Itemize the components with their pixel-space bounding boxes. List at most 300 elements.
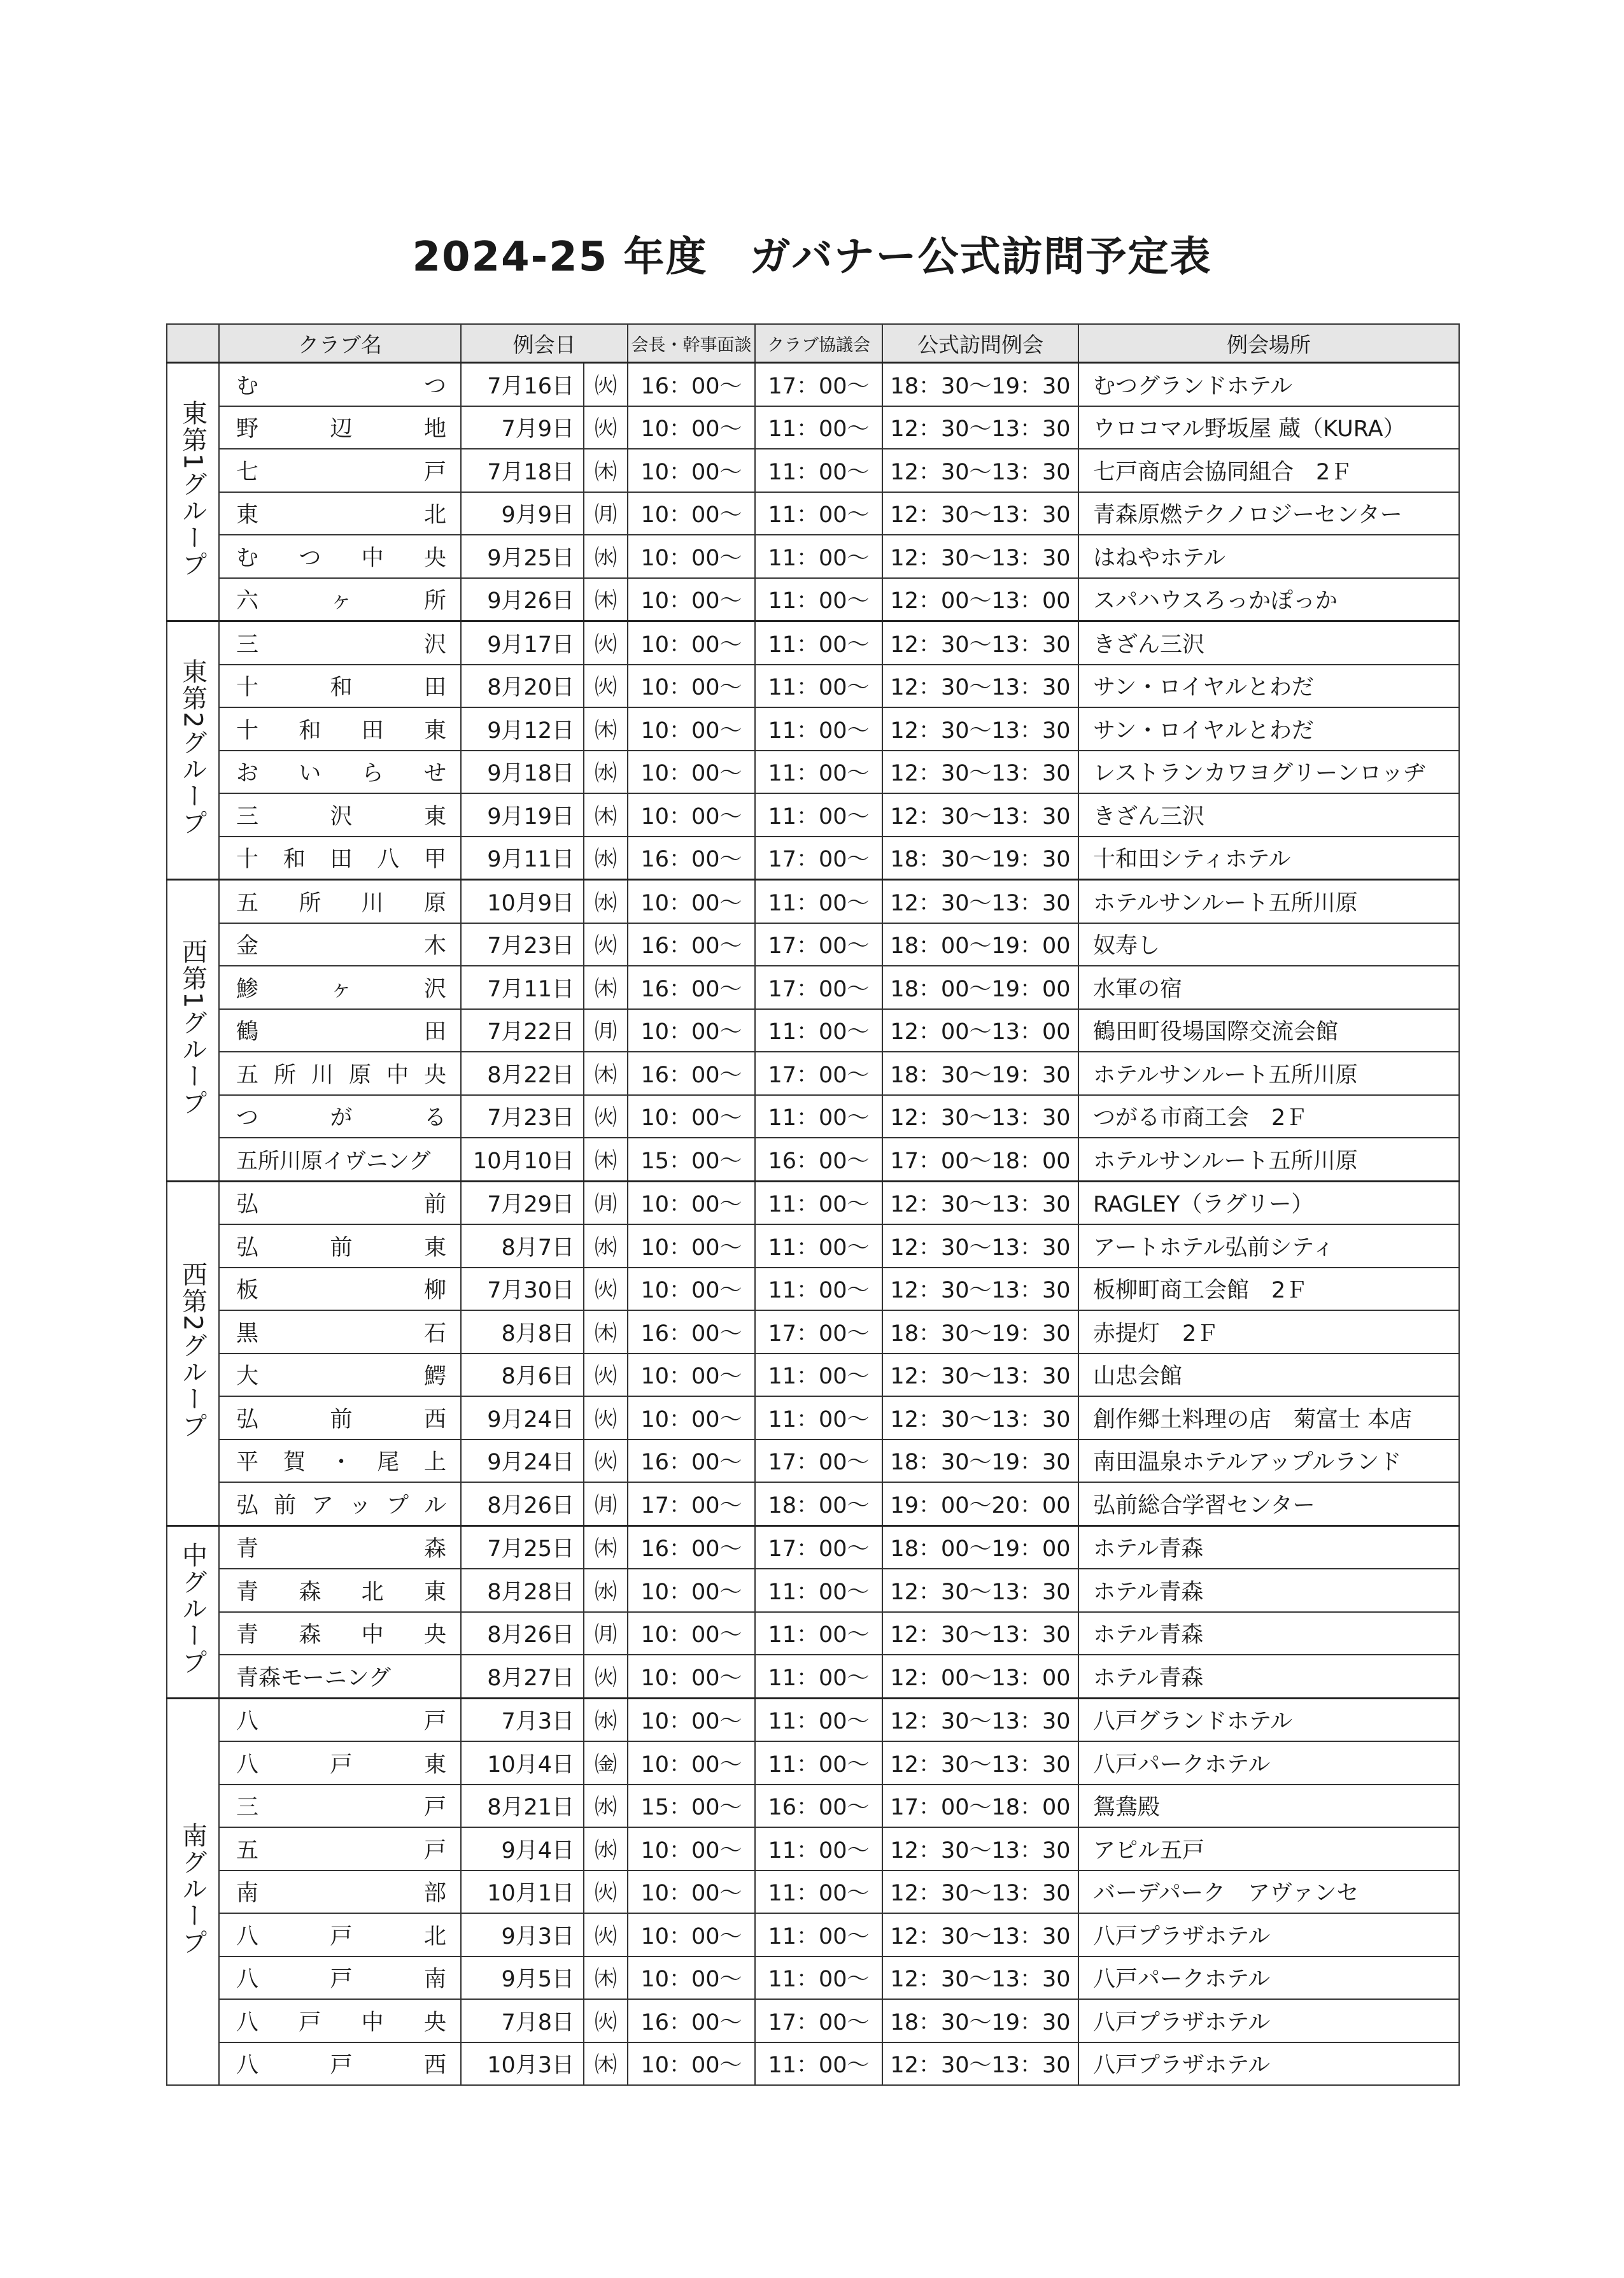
table-row <box>167 1785 1459 1828</box>
table-row <box>167 1612 1459 1655</box>
president-meeting-time: 10：00～ <box>628 535 755 578</box>
table-row <box>167 1956 1459 2000</box>
venue-name: ホテル青森 <box>1078 1612 1459 1655</box>
official-visit-time: 12：30～13：30 <box>882 1569 1078 1612</box>
club-council-time: 11：00～ <box>755 1224 882 1268</box>
club-council-time: 11：00～ <box>755 449 882 492</box>
group-label <box>167 1525 219 1698</box>
table-row <box>167 1396 1459 1440</box>
club-name: 青 森 <box>236 1536 446 1562</box>
club-name: 三 戸 <box>236 1795 446 1821</box>
meeting-date: 9月3日 <box>461 1913 584 1956</box>
table-row <box>167 1354 1459 1397</box>
day-of-week: ㈭ <box>584 1138 628 1181</box>
club-council-time: 11：00～ <box>755 492 882 535</box>
club-name: 南 部 <box>236 1881 446 1907</box>
venue-name: ホテル青森 <box>1078 1655 1459 1698</box>
official-visit-time: 12：30～13：30 <box>882 1181 1078 1224</box>
club-name: 平 賀 ・ 尾 上 <box>236 1450 446 1476</box>
venue-name: きざん三沢 <box>1078 793 1459 837</box>
official-visit-time: 12：30～13：30 <box>882 880 1078 923</box>
venue-name: 八戸パークホテル <box>1078 1956 1459 2000</box>
club-cell <box>219 578 461 621</box>
meeting-date: 7月22日 <box>461 1009 584 1052</box>
day-of-week: ㈬ <box>584 751 628 794</box>
club-name: 十 和 田 <box>236 675 446 701</box>
schedule-table <box>166 323 1460 2086</box>
club-cell <box>219 1698 461 1741</box>
day-of-week: ㈭ <box>584 578 628 621</box>
day-of-week: ㈮ <box>584 1741 628 1785</box>
official-visit-time: 18：30～19：30 <box>882 1440 1078 1483</box>
club-name: 弘 前 西 <box>236 1406 446 1433</box>
day-of-week: ㈭ <box>584 707 628 751</box>
table-row <box>167 793 1459 837</box>
club-cell <box>219 535 461 578</box>
day-of-week: ㈫ <box>584 1095 628 1138</box>
club-name: つ が る <box>236 1105 446 1131</box>
club-council-time: 11：00～ <box>755 1569 882 1612</box>
president-meeting-time: 16：00～ <box>628 1525 755 1569</box>
meeting-date: 8月7日 <box>461 1224 584 1268</box>
club-name: 八 戸 中 央 <box>236 2009 446 2035</box>
club-council-time: 11：00～ <box>755 1181 882 1224</box>
president-meeting-time: 10：00～ <box>628 1827 755 1871</box>
president-meeting-time: 10：00～ <box>628 621 755 665</box>
day-of-week: ㈪ <box>584 1482 628 1525</box>
president-meeting-time: 16：00～ <box>628 837 755 880</box>
meeting-date: 7月30日 <box>461 1268 584 1311</box>
table-row <box>167 707 1459 751</box>
club-council-time: 11：00～ <box>755 1698 882 1741</box>
table-row <box>167 1095 1459 1138</box>
venue-name: アピル五戸 <box>1078 1827 1459 1871</box>
venue-name: バーデパーク アヴァンセ <box>1078 1871 1459 1914</box>
day-of-week: ㈭ <box>584 1956 628 2000</box>
official-visit-time: 12：30～13：30 <box>882 621 1078 665</box>
venue-name: ホテルサンルート五所川原 <box>1078 1138 1459 1181</box>
venue-name: サン・ロイヤルとわだ <box>1078 665 1459 708</box>
day-of-week: ㈬ <box>584 1698 628 1741</box>
day-of-week: ㈭ <box>584 793 628 837</box>
group-name: 中グループ <box>178 1542 208 1676</box>
club-cell <box>219 1569 461 1612</box>
president-meeting-time: 10：00～ <box>628 707 755 751</box>
table-row <box>167 1827 1459 1871</box>
club-cell <box>219 1354 461 1397</box>
club-council-time: 11：00～ <box>755 1913 882 1956</box>
club-council-time: 16：00～ <box>755 1138 882 1181</box>
club-council-time: 11：00～ <box>755 535 882 578</box>
club-name: 青 森 中 央 <box>236 1622 446 1648</box>
meeting-date: 8月20日 <box>461 665 584 708</box>
table-row <box>167 1741 1459 1785</box>
venue-name: 八戸パークホテル <box>1078 1741 1459 1785</box>
club-cell <box>219 1138 461 1181</box>
president-meeting-time: 10：00～ <box>628 1956 755 2000</box>
club-council-time: 11：00～ <box>755 1095 882 1138</box>
official-visit-time: 18：00～19：00 <box>882 966 1078 1009</box>
table-row <box>167 1482 1459 1525</box>
club-name: 三 沢 東 <box>236 803 446 830</box>
table-row <box>167 406 1459 449</box>
meeting-date: 9月18日 <box>461 751 584 794</box>
day-of-week: ㈫ <box>584 363 628 406</box>
club-council-time: 11：00～ <box>755 621 882 665</box>
venue-name: スパハウスろっかぽっか <box>1078 578 1459 621</box>
official-visit-time: 12：30～13：30 <box>882 1268 1078 1311</box>
official-visit-time: 17：00～18：00 <box>882 1785 1078 1828</box>
club-cell <box>219 1181 461 1224</box>
day-of-week: ㈫ <box>584 665 628 708</box>
club-council-time: 11：00～ <box>755 1956 882 2000</box>
club-cell <box>219 665 461 708</box>
group-name: 東第2グループ <box>178 658 208 837</box>
club-cell <box>219 1913 461 1956</box>
meeting-date: 9月9日 <box>461 492 584 535</box>
venue-name: RAGLEY（ラグリー） <box>1078 1181 1459 1224</box>
official-visit-time: 12：30～13：30 <box>882 1741 1078 1785</box>
day-of-week: ㈫ <box>584 621 628 665</box>
club-cell <box>219 1052 461 1095</box>
meeting-date: 7月9日 <box>461 406 584 449</box>
venue-name: アートホテル弘前シティ <box>1078 1224 1459 1268</box>
president-meeting-time: 16：00～ <box>628 1440 755 1483</box>
club-cell <box>219 1482 461 1525</box>
club-name: 東 北 <box>236 502 446 528</box>
official-visit-time: 12：30～13：30 <box>882 406 1078 449</box>
meeting-date: 9月24日 <box>461 1396 584 1440</box>
day-of-week: ㈭ <box>584 449 628 492</box>
club-cell <box>219 923 461 966</box>
president-meeting-time: 10：00～ <box>628 793 755 837</box>
president-meeting-time: 16：00～ <box>628 1310 755 1354</box>
president-meeting-time: 10：00～ <box>628 449 755 492</box>
day-of-week: ㈭ <box>584 1310 628 1354</box>
official-visit-time: 18：30～19：30 <box>882 1999 1078 2042</box>
venue-name: はねやホテル <box>1078 535 1459 578</box>
president-meeting-time: 10：00～ <box>628 1569 755 1612</box>
official-visit-time: 12：30～13：30 <box>882 1354 1078 1397</box>
president-meeting-time: 16：00～ <box>628 966 755 1009</box>
club-cell <box>219 1956 461 2000</box>
president-meeting-time: 10：00～ <box>628 492 755 535</box>
meeting-date: 8月6日 <box>461 1354 584 1397</box>
day-of-week: ㈬ <box>584 1569 628 1612</box>
venue-name: 弘前総合学習センター <box>1078 1482 1459 1525</box>
table-row <box>167 449 1459 492</box>
club-cell <box>219 449 461 492</box>
club-name: 弘 前 <box>236 1192 446 1218</box>
venue-name: 青森原燃テクノロジーセンター <box>1078 492 1459 535</box>
club-cell <box>219 1525 461 1569</box>
official-visit-time: 17：00～18：00 <box>882 1138 1078 1181</box>
header-club: クラブ名 <box>219 324 461 363</box>
venue-name: 板柳町商工会館 2Ｆ <box>1078 1268 1459 1311</box>
venue-name: 創作郷土料理の店 菊富士 本店 <box>1078 1396 1459 1440</box>
club-council-time: 16：00～ <box>755 1785 882 1828</box>
club-council-time: 11：00～ <box>755 1655 882 1698</box>
table-row <box>167 1569 1459 1612</box>
club-name: 五 所 川 原 <box>236 890 446 916</box>
table-row <box>167 837 1459 880</box>
club-name: お い ら せ <box>236 761 446 787</box>
official-visit-time: 12：30～13：30 <box>882 535 1078 578</box>
table-header-row <box>167 324 1459 363</box>
club-cell <box>219 1095 461 1138</box>
official-visit-time: 12：30～13：30 <box>882 707 1078 751</box>
official-visit-time: 18：30～19：30 <box>882 1310 1078 1354</box>
table-row <box>167 880 1459 923</box>
club-cell <box>219 1224 461 1268</box>
president-meeting-time: 10：00～ <box>628 751 755 794</box>
official-visit-time: 18：30～19：30 <box>882 363 1078 406</box>
club-council-time: 11：00～ <box>755 406 882 449</box>
president-meeting-time: 16：00～ <box>628 923 755 966</box>
meeting-date: 7月3日 <box>461 1698 584 1741</box>
club-name: 黒 石 <box>236 1320 446 1347</box>
club-cell <box>219 751 461 794</box>
club-cell <box>219 1999 461 2042</box>
venue-name: ウロコマル野坂屋 蔵（KURA） <box>1078 406 1459 449</box>
official-visit-time: 12：30～13：30 <box>882 492 1078 535</box>
club-name: 五 所 川 原 中 央 <box>236 1062 446 1088</box>
group-name: 西第2グループ <box>178 1261 208 1440</box>
venue-name: ホテル青森 <box>1078 1569 1459 1612</box>
president-meeting-time: 16：00～ <box>628 1999 755 2042</box>
table-row <box>167 923 1459 966</box>
club-council-time: 11：00～ <box>755 2042 882 2086</box>
club-council-time: 11：00～ <box>755 1741 882 1785</box>
venue-name: 鴛鴦殿 <box>1078 1785 1459 1828</box>
president-meeting-time: 10：00～ <box>628 578 755 621</box>
venue-name: レストランカワヨグリーンロッヂ <box>1078 751 1459 794</box>
venue-name: 水軍の宿 <box>1078 966 1459 1009</box>
president-meeting-time: 10：00～ <box>628 1698 755 1741</box>
club-council-time: 17：00～ <box>755 966 882 1009</box>
president-meeting-time: 10：00～ <box>628 1741 755 1785</box>
venue-name: サン・ロイヤルとわだ <box>1078 707 1459 751</box>
day-of-week: ㈪ <box>584 1612 628 1655</box>
venue-name: 八戸プラザホテル <box>1078 1913 1459 1956</box>
table-row <box>167 751 1459 794</box>
table-row <box>167 1913 1459 1956</box>
club-name: 大 鰐 <box>236 1364 446 1390</box>
meeting-date: 10月10日 <box>461 1138 584 1181</box>
president-meeting-time: 10：00～ <box>628 1095 755 1138</box>
day-of-week: ㈫ <box>584 923 628 966</box>
official-visit-time: 12：30～13：30 <box>882 1396 1078 1440</box>
group-label <box>167 1181 219 1525</box>
official-visit-time: 19：00～20：00 <box>882 1482 1078 1525</box>
club-cell <box>219 406 461 449</box>
club-name: 青 森 北 東 <box>236 1579 446 1605</box>
meeting-date: 7月23日 <box>461 923 584 966</box>
table-row <box>167 1310 1459 1354</box>
official-visit-time: 12：30～13：30 <box>882 1224 1078 1268</box>
day-of-week: ㈫ <box>584 1999 628 2042</box>
president-meeting-time: 10：00～ <box>628 406 755 449</box>
president-meeting-time: 15：00～ <box>628 1785 755 1828</box>
table-row <box>167 1268 1459 1311</box>
official-visit-time: 12：30～13：30 <box>882 665 1078 708</box>
club-name: 七 戸 <box>236 459 446 485</box>
table-row <box>167 1698 1459 1741</box>
president-meeting-time: 10：00～ <box>628 1655 755 1698</box>
day-of-week: ㈬ <box>584 837 628 880</box>
day-of-week: ㈪ <box>584 1181 628 1224</box>
club-name: 八 戸 北 <box>236 1923 446 1949</box>
official-visit-time: 12：30～13：30 <box>882 1095 1078 1138</box>
group-label <box>167 621 219 880</box>
table-row <box>167 621 1459 665</box>
table-row <box>167 1871 1459 1914</box>
official-visit-time: 18：00～19：00 <box>882 923 1078 966</box>
day-of-week: ㈫ <box>584 1913 628 1956</box>
meeting-date: 8月27日 <box>461 1655 584 1698</box>
venue-name: ホテルサンルート五所川原 <box>1078 880 1459 923</box>
club-name: 八 戸 東 <box>236 1751 446 1778</box>
president-meeting-time: 16：00～ <box>628 1052 755 1095</box>
club-council-time: 17：00～ <box>755 923 882 966</box>
day-of-week: ㈬ <box>584 1224 628 1268</box>
club-name: 鯵 ヶ 沢 <box>236 976 446 1002</box>
club-name: 板 柳 <box>236 1278 446 1304</box>
president-meeting-time: 10：00～ <box>628 1268 755 1311</box>
meeting-date: 7月23日 <box>461 1095 584 1138</box>
day-of-week: ㈫ <box>584 406 628 449</box>
president-meeting-time: 10：00～ <box>628 1181 755 1224</box>
official-visit-time: 18：30～19：30 <box>882 837 1078 880</box>
meeting-date: 9月24日 <box>461 1440 584 1483</box>
venue-name: 赤提灯 2Ｆ <box>1078 1310 1459 1354</box>
table-row <box>167 665 1459 708</box>
club-council-time: 11：00～ <box>755 1871 882 1914</box>
club-cell <box>219 363 461 406</box>
club-council-time: 11：00～ <box>755 707 882 751</box>
table-row <box>167 1999 1459 2042</box>
official-visit-time: 18：00～19：00 <box>882 1525 1078 1569</box>
club-council-time: 17：00～ <box>755 1525 882 1569</box>
meeting-date: 9月4日 <box>461 1827 584 1871</box>
official-visit-time: 12：00～13：00 <box>882 578 1078 621</box>
table-row <box>167 1224 1459 1268</box>
club-name: 八 戸 南 <box>236 1967 446 1993</box>
header-president-meeting: 会長・幹事面談 <box>628 324 755 363</box>
club-council-time: 11：00～ <box>755 1354 882 1397</box>
club-cell <box>219 1310 461 1354</box>
meeting-date: 10月3日 <box>461 2042 584 2086</box>
club-council-time: 11：00～ <box>755 1827 882 1871</box>
group-label <box>167 880 219 1182</box>
table-row <box>167 1440 1459 1483</box>
president-meeting-time: 10：00～ <box>628 1354 755 1397</box>
official-visit-time: 12：30～13：30 <box>882 1827 1078 1871</box>
group-name: 西第1グループ <box>178 938 208 1117</box>
venue-name: 十和田シティホテル <box>1078 837 1459 880</box>
club-name: 野 辺 地 <box>236 416 446 442</box>
meeting-date: 8月26日 <box>461 1482 584 1525</box>
club-cell <box>219 966 461 1009</box>
table-row <box>167 1052 1459 1095</box>
club-council-time: 17：00～ <box>755 1052 882 1095</box>
official-visit-time: 18：30～19：30 <box>882 1052 1078 1095</box>
club-council-time: 17：00～ <box>755 363 882 406</box>
president-meeting-time: 10：00～ <box>628 1009 755 1052</box>
group-name: 南グループ <box>178 1822 208 1956</box>
club-name: 弘 前 ア ッ プ ル <box>236 1492 446 1518</box>
header-date: 例会日 <box>461 324 628 363</box>
meeting-date: 8月8日 <box>461 1310 584 1354</box>
table-row <box>167 1009 1459 1052</box>
club-name: 八 戸 <box>236 1709 446 1735</box>
day-of-week: ㈫ <box>584 1655 628 1698</box>
club-name: 青森モーニング <box>236 1665 391 1691</box>
club-name: 十 和 田 八 甲 <box>236 847 446 873</box>
club-council-time: 17：00～ <box>755 837 882 880</box>
meeting-date: 9月19日 <box>461 793 584 837</box>
venue-name: 鶴田町役場国際交流会館 <box>1078 1009 1459 1052</box>
official-visit-time: 12：30～13：30 <box>882 1871 1078 1914</box>
meeting-date: 8月21日 <box>461 1785 584 1828</box>
club-name: 三 沢 <box>236 632 446 658</box>
club-council-time: 11：00～ <box>755 880 882 923</box>
venue-name: 七戸商店会協同組合 2Ｆ <box>1078 449 1459 492</box>
club-council-time: 18：00～ <box>755 1482 882 1525</box>
day-of-week: ㈭ <box>584 2042 628 2086</box>
day-of-week: ㈭ <box>584 1525 628 1569</box>
club-cell <box>219 1785 461 1828</box>
president-meeting-time: 17：00～ <box>628 1482 755 1525</box>
day-of-week: ㈬ <box>584 1785 628 1828</box>
club-name: 金 木 <box>236 933 446 959</box>
meeting-date: 7月29日 <box>461 1181 584 1224</box>
day-of-week: ㈭ <box>584 966 628 1009</box>
meeting-date: 9月26日 <box>461 578 584 621</box>
president-meeting-time: 16：00～ <box>628 363 755 406</box>
meeting-date: 9月11日 <box>461 837 584 880</box>
venue-name: ホテルサンルート五所川原 <box>1078 1052 1459 1095</box>
president-meeting-time: 10：00～ <box>628 1224 755 1268</box>
table-row <box>167 1655 1459 1698</box>
meeting-date: 8月26日 <box>461 1612 584 1655</box>
president-meeting-time: 10：00～ <box>628 2042 755 2086</box>
venue-name: ホテル青森 <box>1078 1525 1459 1569</box>
meeting-date: 7月11日 <box>461 966 584 1009</box>
club-cell <box>219 2042 461 2086</box>
table-row <box>167 492 1459 535</box>
day-of-week: ㈬ <box>584 1827 628 1871</box>
club-cell <box>219 1871 461 1914</box>
table-row <box>167 578 1459 621</box>
day-of-week: ㈬ <box>584 880 628 923</box>
venue-name: きざん三沢 <box>1078 621 1459 665</box>
venue-name: つがる市商工会 2Ｆ <box>1078 1095 1459 1138</box>
venue-name: 八戸プラザホテル <box>1078 1999 1459 2042</box>
venue-name: 山忠会館 <box>1078 1354 1459 1397</box>
club-cell <box>219 707 461 751</box>
header-club-council: クラブ協議会 <box>755 324 882 363</box>
table-row <box>167 2042 1459 2086</box>
club-council-time: 11：00～ <box>755 1612 882 1655</box>
table-row <box>167 1525 1459 1569</box>
official-visit-time: 12：30～13：30 <box>882 1956 1078 2000</box>
president-meeting-time: 10：00～ <box>628 880 755 923</box>
venue-name: 八戸グランドホテル <box>1078 1698 1459 1741</box>
official-visit-time: 12：30～13：30 <box>882 2042 1078 2086</box>
club-council-time: 11：00～ <box>755 1009 882 1052</box>
club-cell <box>219 1268 461 1311</box>
